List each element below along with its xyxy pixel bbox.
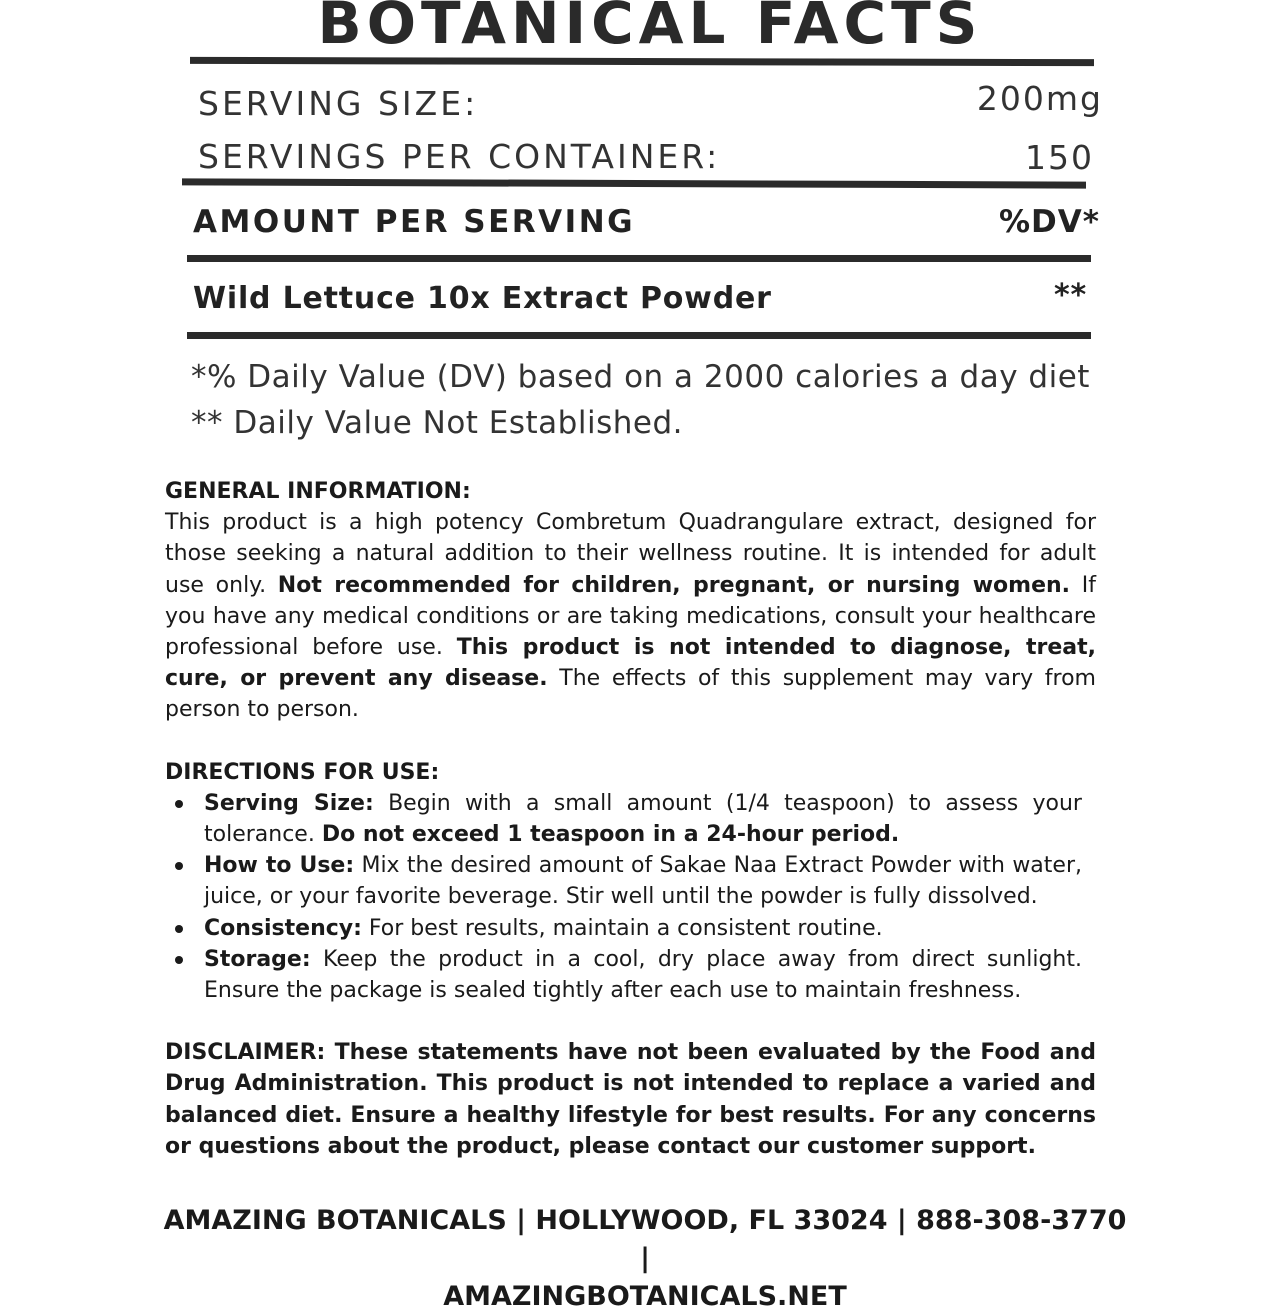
general-info-warning: Not recommended for children, pregnant, or nursing women. bbox=[277, 572, 1071, 598]
amount-divider bbox=[187, 255, 1091, 262]
servings-per-container-label: SERVINGS PER CONTAINER: bbox=[198, 137, 721, 176]
bullet-icon bbox=[175, 862, 183, 870]
info-section bbox=[165, 476, 1096, 1162]
list-item bbox=[165, 944, 1096, 1006]
list-item bbox=[165, 788, 1096, 850]
general-info-heading: GENERAL INFORMATION: bbox=[165, 479, 471, 504]
directions-list bbox=[165, 788, 1096, 1006]
general-info-fda-statement: This product is not intended to diagnose, treat, cure, or prevent any disease. bbox=[165, 635, 1096, 692]
general-info-text-2: If you have any medical conditions or are taking medications, consult your healthcare professional before use. bbox=[165, 572, 1096, 661]
title-divider bbox=[190, 57, 1094, 66]
general-info-text-1: This product is a high potency Combretum Quadrangulare extract, designed for those seeking a natural addition to their wellness routine. It is intended for adult use only. bbox=[165, 510, 1096, 598]
directions-heading: DIRECTIONS FOR USE: bbox=[165, 759, 440, 785]
serving-size-value: 200mg bbox=[976, 79, 1103, 118]
ingredient-name: Wild Lettuce 10x Extract Powder bbox=[193, 281, 772, 316]
direction-text: Mix the desired amount of Sakae Naa Extract Powder with water, juice, or your favorite beverage. Stir well until the powder is fully dissolved. bbox=[204, 853, 1082, 910]
bullet-icon bbox=[175, 925, 183, 933]
servings-per-container-value: 150 bbox=[1025, 138, 1094, 177]
direction-text: Begin with a small amount (1/4 teaspoon) to assess your tolerance. bbox=[204, 790, 1082, 848]
disclaimer: DISCLAIMER: These statements have not been evaluated by the Food and Drug Administration. This product is not intended to replace a varied and balanced diet. Ensure a healthy lifestyle for best results. For any concerns or questions about the product, please contact our customer support. bbox=[165, 1040, 1096, 1159]
dv-header: %DV* bbox=[999, 204, 1100, 240]
direction-text: For best results, maintain a consistent routine. bbox=[361, 915, 883, 941]
list-item bbox=[165, 913, 1096, 944]
general-info-text-3: The effects of this supplement may vary from person to person. bbox=[165, 666, 1096, 723]
servings-divider bbox=[182, 178, 1086, 188]
direction-label: Storage: bbox=[204, 946, 311, 972]
list-item bbox=[165, 850, 1096, 912]
serving-size-label: SERVING SIZE: bbox=[198, 84, 479, 123]
label-title: BOTANICAL FACTS bbox=[317, 0, 983, 57]
bullet-icon bbox=[175, 800, 183, 808]
company-website: AMAZINGBOTANICALS.NET bbox=[443, 1281, 847, 1312]
direction-warning: Do not exceed 1 teaspoon in a 24-hour period. bbox=[321, 822, 900, 848]
direction-label: Serving Size: bbox=[204, 790, 374, 816]
amount-per-serving-heading: AMOUNT PER SERVING bbox=[193, 204, 636, 240]
footnote-not-established: ** Daily Value Not Established. bbox=[191, 405, 683, 441]
direction-text: Keep the product in a cool, dry place away from direct sunlight. Ensure the package is sealed tightly after each use to maintain freshness. bbox=[204, 946, 1082, 1004]
direction-label: Consistency: bbox=[204, 915, 362, 941]
company-contact: AMAZING BOTANICALS | HOLLYWOOD, FL 33024 | 888-308-3770 | bbox=[163, 1205, 1127, 1274]
footnote-dv: *% Daily Value (DV) based on a 2000 calories a day diet bbox=[191, 359, 1090, 395]
direction-label: How to Use: bbox=[204, 853, 355, 879]
company-footer bbox=[160, 1202, 1130, 1316]
ingredient-divider bbox=[187, 332, 1091, 339]
ingredient-dv: ** bbox=[1054, 278, 1087, 313]
general-info-paragraph bbox=[165, 507, 1096, 725]
bullet-icon bbox=[175, 956, 183, 964]
